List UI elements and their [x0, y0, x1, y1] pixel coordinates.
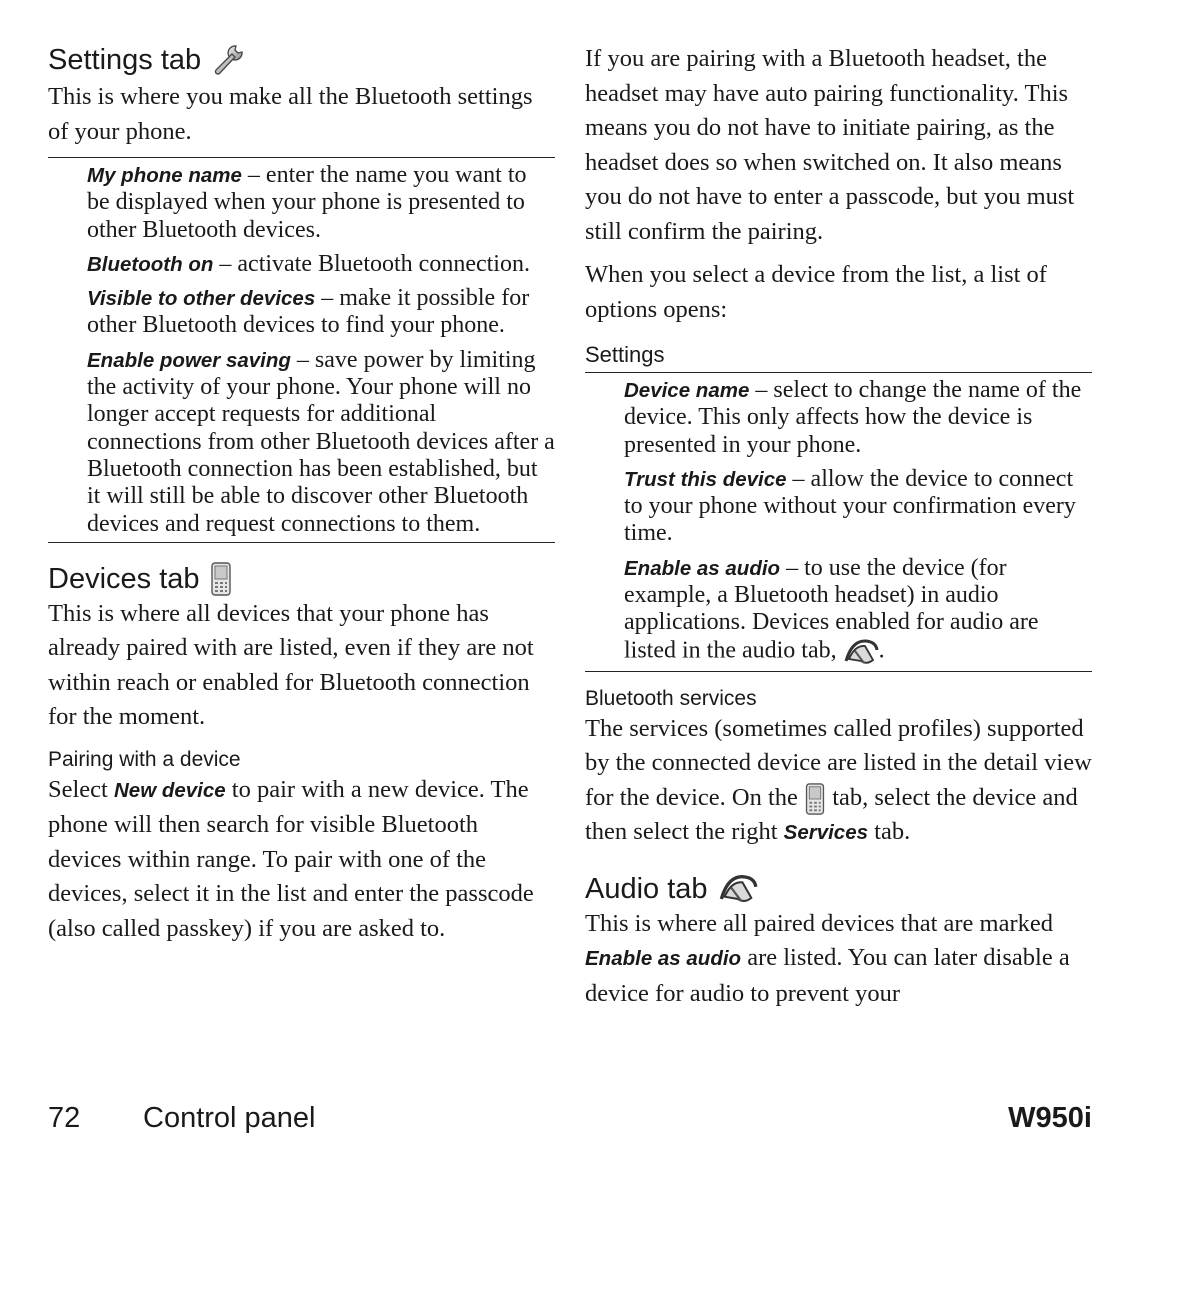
option-visible-to-other-devices: Visible to other devices – make it possible for other Bluetooth devices to find your phone.	[87, 285, 530, 339]
devices-tab-title: Devices tab	[48, 562, 200, 595]
devices-tab-intro: This is where all devices that your phone has already paired with are listed, even if they are not within reach or enabled for Bluetooth connection for the moment.	[48, 599, 534, 731]
option-my-phone-name: My phone name – enter the name you want to be displayed when your phone is presented to other Bluetooth devices.	[87, 162, 527, 243]
devices-tab-heading	[48, 561, 555, 597]
left-column	[48, 42, 555, 946]
settings-heading: Settings	[585, 342, 665, 367]
select-device-paragraph: When you select a device from the list, a list of options opens:	[585, 261, 1047, 323]
page-number: 72	[48, 1102, 81, 1134]
audio-tab-heading	[585, 871, 1092, 907]
services-term: Services	[783, 821, 869, 845]
new-device-term: New device	[114, 778, 226, 802]
phone-icon	[804, 783, 826, 815]
wrench-icon	[211, 43, 245, 77]
option-device-name: Device name – select to change the name of the device. This only affects how the device is presented in your phone.	[624, 377, 1082, 458]
enable-as-audio-term: Enable as audio	[585, 947, 742, 971]
audio-tab-paragraph: This is where all paired devices that are marked Enable as audio are listed. You can later disable a device for audio to prevent your	[585, 909, 1070, 1007]
settings-tab-options	[48, 158, 555, 542]
device-settings-options	[585, 373, 1092, 671]
option-enable-as-audio: Enable as audio – to use the device (for example, a Bluetooth headset) in audio applications. Devices enabled for audio are listed in the audio tab, .	[624, 555, 1092, 667]
option-trust-this-device: Trust this device – allow the device to connect to your phone without your confirmation every time.	[624, 465, 1076, 547]
pairing-paragraph: Select New device to pair with a new device. The phone will then search for visible Bluetooth devices within range. To pair with one of the devices, select it in the list and enter the passcode (also called passkey) if you are asked to.	[48, 775, 534, 942]
headset-pairing-paragraph: If you are pairing with a Bluetooth headset, the headset may have auto pairing functionality. This means you do not have to initiate pairing, as the headset does so when switched on. It also means you do not have to enter a passcode, but you must still confirm the pairing.	[585, 45, 1075, 245]
option-bluetooth-on: Bluetooth on – activate Bluetooth connection.	[87, 250, 530, 277]
section-title: Control panel	[143, 1102, 316, 1134]
settings-tab-intro: This is where you make all the Bluetooth settings of your phone.	[48, 83, 533, 145]
page-footer	[48, 1098, 1092, 1138]
settings-tab-title: Settings tab	[48, 44, 202, 76]
model-name: W950i	[1008, 1102, 1092, 1134]
settings-tab-heading	[48, 42, 555, 78]
bluetooth-services-heading: Bluetooth services	[585, 686, 757, 710]
bluetooth-services-paragraph: The services (sometimes called profiles) supported by the connected device are listed in the detail view for the device. On the tab, select the device and then select the right Services tab.	[585, 714, 1092, 846]
headset-icon	[843, 637, 879, 667]
pairing-heading: Pairing with a device	[48, 747, 241, 771]
headset-icon	[718, 872, 758, 906]
settings-list-bottom-rule	[48, 542, 555, 543]
audio-tab-title: Audio tab	[585, 872, 708, 905]
right-column	[585, 42, 1092, 1011]
phone-icon	[210, 562, 232, 596]
option-enable-power-saving: Enable power saving – save power by limiting the activity of your phone. Your phone will no longer accept requests for additional connections from other Bluetooth devices after a Bluetooth connection has been established, but it will still be able to discover other Bluetooth devices and request connections to them.	[87, 346, 555, 537]
device-settings-bottom-rule	[585, 671, 1092, 672]
